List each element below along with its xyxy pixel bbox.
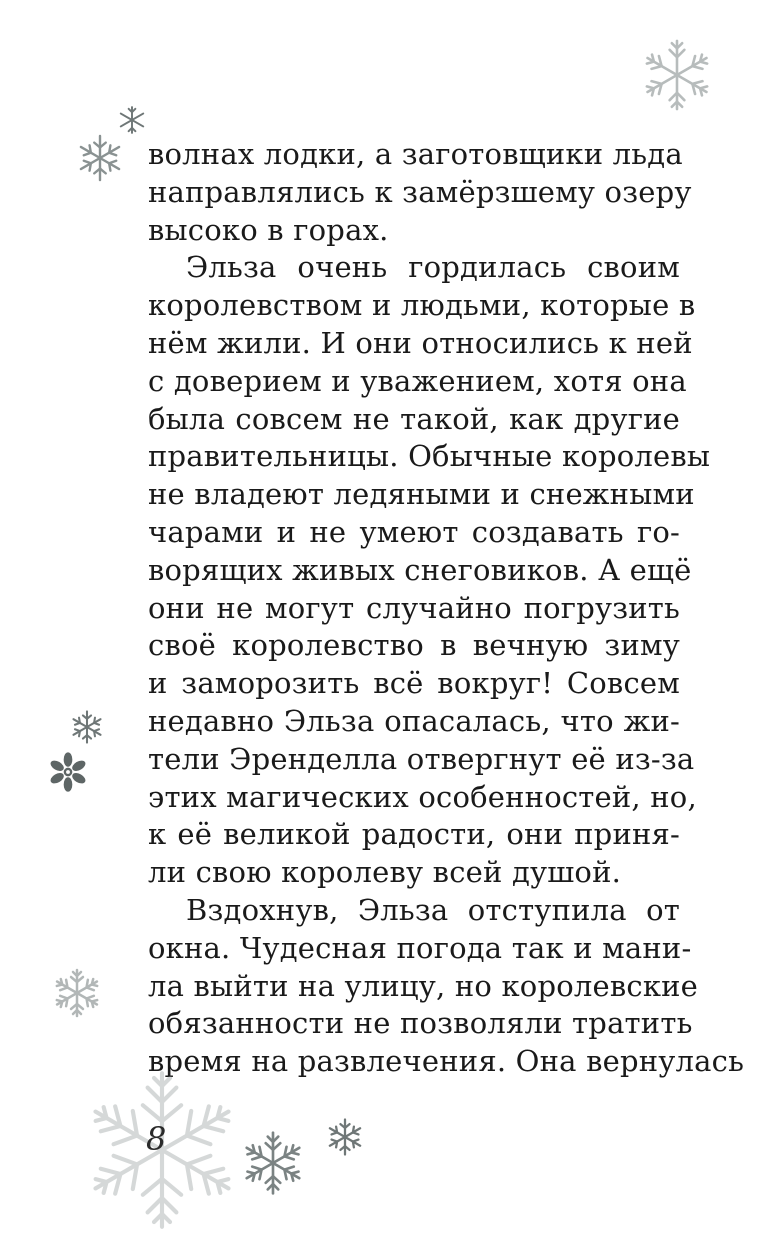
text-line: с доверием и уважением, хотя она — [148, 363, 687, 398]
body-text — [148, 136, 745, 1081]
text-line: высоко в горах. — [148, 212, 389, 247]
text-line: своё королевство в вечную зиму — [148, 628, 680, 663]
text-line: ла выйти на улицу, но королевские — [148, 968, 699, 1003]
snowflake-icon — [640, 38, 714, 112]
text-line: нём жили. И они относились к ней — [148, 325, 693, 360]
text-line: окна. Чудесная погода так и мани- — [148, 930, 692, 965]
snowflake-icon — [76, 134, 124, 182]
text-line: обязанности не позволяли тратить — [148, 1006, 693, 1041]
text-line: и заморозить всё вокруг! Совсем — [148, 666, 680, 701]
text-line: чарами и не умеют создавать го- — [148, 514, 680, 549]
text-line: направлялись к замёрзшему озеру — [148, 174, 692, 209]
text-line: тели Эренделла отвергнут её из-за — [148, 741, 695, 776]
snowflake-icon — [52, 968, 102, 1018]
text-line: королевством и людьми, которые в — [148, 288, 696, 323]
text-line: не владеют ледяными и снежными — [148, 477, 695, 512]
text-line: к её великой радости, они приня- — [148, 817, 680, 852]
text-line: время на развлечения. Она вернулась — [148, 1044, 745, 1079]
page-number: 8 — [146, 1120, 167, 1158]
snowflake-icon — [44, 748, 92, 796]
text-line: волнах лодки, а заготовщики льда — [148, 137, 683, 171]
text-line: Эльза очень гордилась своим — [186, 250, 680, 285]
text-line: ли свою королеву всей душой. — [148, 855, 622, 890]
text-line: правительницы. Обычные королевы — [148, 439, 711, 474]
snowflake-icon — [118, 106, 146, 134]
text-line: они не могут случайно погрузить — [148, 590, 680, 625]
snowflake-icon — [240, 1130, 306, 1196]
text-line: Вздохнув, Эльза отступила от — [186, 892, 680, 927]
snowflake-icon — [326, 1118, 364, 1156]
text-line: ворящих живых снеговиков. А ещё — [148, 552, 692, 587]
text-line: недавно Эльза опасалась, что жи- — [148, 703, 680, 738]
text-line: этих магических особенностей, но, — [148, 779, 697, 814]
snowflake-icon — [70, 710, 104, 744]
text-line: была совсем не такой, как другие — [148, 401, 680, 436]
